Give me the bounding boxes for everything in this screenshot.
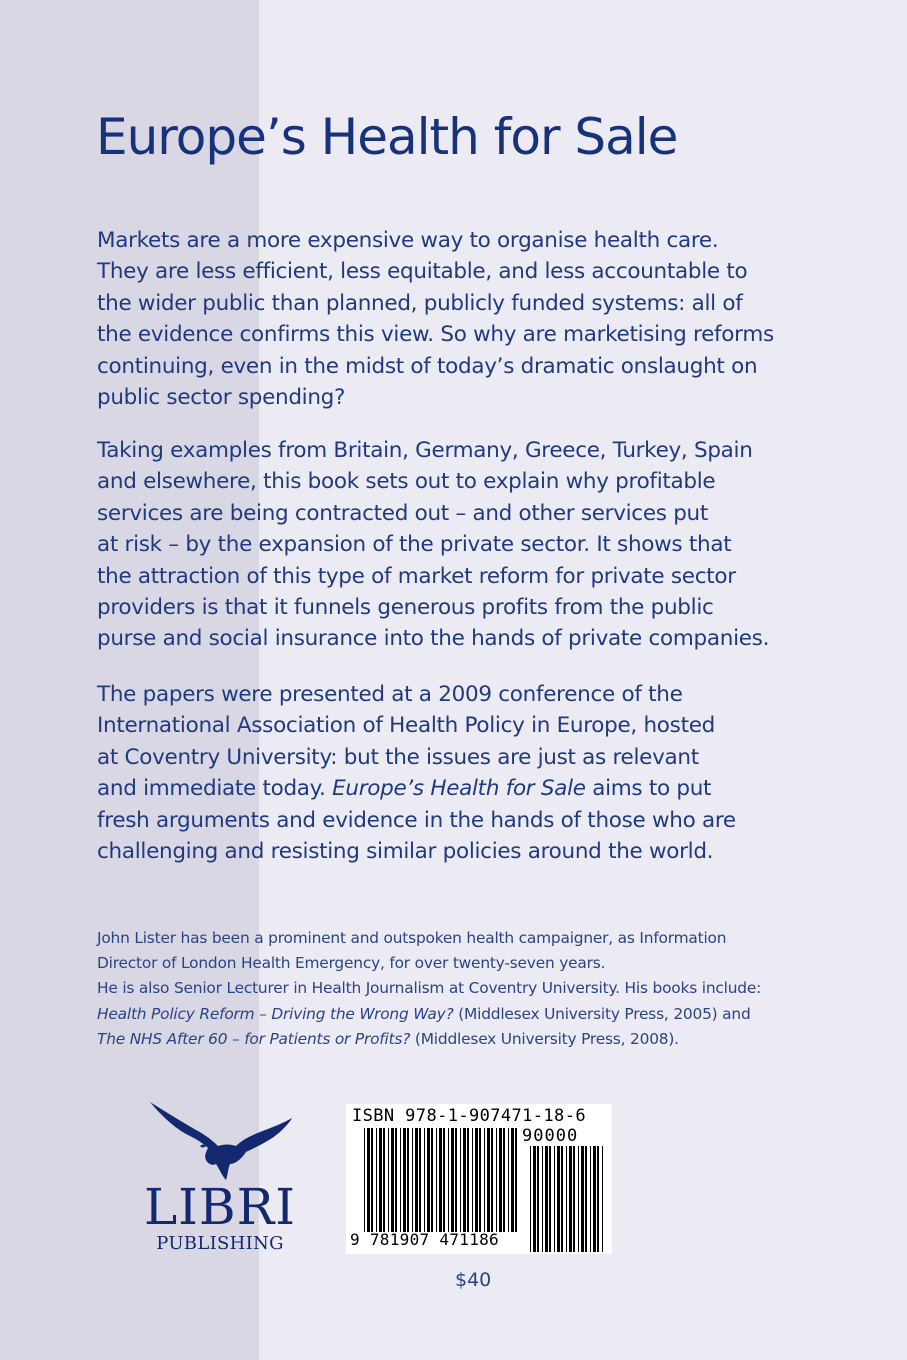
barcode-bar (451, 1128, 454, 1232)
blurb-line: the wider public than planned, publicly funded systems: all of (97, 290, 743, 316)
barcode-bar (585, 1146, 587, 1252)
barcode-bar (561, 1146, 563, 1252)
book-2-details: (Middlesex University Press, 2008). (410, 1029, 679, 1048)
barcode-bar (427, 1128, 430, 1232)
barcode-bar (367, 1128, 370, 1232)
barcode-bar (590, 1146, 591, 1252)
barcode-bar (581, 1146, 584, 1252)
bio-book-1 (97, 1002, 857, 1027)
blurb-line: The papers were presented at a 2009 conference of the (97, 682, 683, 707)
barcode-bar (407, 1128, 409, 1232)
barcode-bar (388, 1128, 389, 1232)
book-1-details: (Middlesex University Press, 2005) and (453, 1004, 751, 1023)
barcode-bar (566, 1146, 567, 1252)
blurb-line: at risk – by the expansion of the private sector. It shows that (97, 532, 732, 558)
barcode-bar (545, 1146, 548, 1252)
barcode-bar (376, 1128, 377, 1232)
barcode-bar (448, 1128, 449, 1232)
blurb-line: providers is that it funnels generous profits from the public (97, 595, 714, 621)
barcode-bar (602, 1146, 603, 1252)
barcode-bar (443, 1128, 445, 1232)
barcode-bar (597, 1146, 599, 1252)
barcode-bar (415, 1128, 418, 1232)
barcode-bar (424, 1128, 425, 1232)
barcode-bar (496, 1128, 497, 1232)
blurb-paragraph-3 (97, 679, 817, 867)
blurb-line: Taking examples from Britain, Germany, Greece, Turkey, Spain (97, 438, 753, 463)
barcode-bar (537, 1146, 539, 1252)
publisher-logo (140, 1100, 300, 1260)
barcode-bar (383, 1128, 385, 1232)
barcode-bar (503, 1128, 505, 1232)
bio-book-2 (97, 1027, 857, 1052)
barcode-digits: 9 781907 471186 (350, 1230, 499, 1249)
barcode-bar (412, 1128, 413, 1232)
blurb-line: International Association of Health Policy in Europe, hosted (97, 713, 715, 739)
barcode-bar (391, 1128, 394, 1232)
barcode-bar (463, 1128, 466, 1232)
barcode-bar (530, 1146, 531, 1252)
barcode-bar (593, 1146, 596, 1252)
barcode-bar (499, 1128, 502, 1232)
barcode-bar (573, 1146, 575, 1252)
barcode-bar (508, 1128, 509, 1232)
publisher-name: LIBRI (143, 1178, 297, 1236)
barcode-bar (549, 1146, 551, 1252)
eagle-icon (146, 1100, 296, 1182)
barcode-bar (379, 1128, 382, 1232)
book-title-italic: Europe’s Health for Sale (332, 776, 586, 802)
blurb-line: and elsewhere, this book sets out to explain why profitable (97, 469, 716, 495)
barcode-bar (400, 1128, 401, 1232)
blurb-line: the evidence confirms this view. So why are marketising reforms (97, 322, 774, 348)
isbn-barcode (346, 1104, 612, 1254)
barcode-bar (419, 1128, 421, 1232)
barcode-bar (557, 1146, 560, 1252)
blurb-line: the attraction of this type of market reform for private sector (97, 563, 736, 589)
book-2-title: The NHS After 60 – for Patients or Profits? (97, 1029, 411, 1048)
barcode-bar (554, 1146, 555, 1252)
blurb-line: at Coventry University: but the issues are just as relevant (97, 744, 699, 770)
barcode-bar (511, 1128, 514, 1232)
barcode-bar (436, 1128, 437, 1232)
barcode-bar (364, 1128, 365, 1232)
barcode-bar (515, 1128, 517, 1232)
bio-line: Director of London Health Emergency, for over twenty-seven years. (97, 954, 606, 973)
price: $40 (455, 1269, 492, 1291)
barcode-bar (533, 1146, 536, 1252)
blurb-line: challenging and resisting similar policies around the world. (97, 839, 714, 865)
blurb-paragraph-2 (97, 435, 817, 655)
barcode-bar (484, 1128, 485, 1232)
publisher-subtitle: PUBLISHING (156, 1233, 284, 1254)
blurb-text: and immediate today. (97, 776, 333, 802)
barcode-bar (371, 1128, 373, 1232)
price-code: 90000 (522, 1126, 579, 1146)
barcode-bar (439, 1128, 442, 1232)
book-1-title: Health Policy Reform – Driving the Wrong Way? (97, 1004, 454, 1023)
barcode-bar (395, 1128, 397, 1232)
isbn-number: ISBN 978-1-907471-18-6 (352, 1106, 586, 1126)
barcode-bar (479, 1128, 481, 1232)
barcode-bar (542, 1146, 543, 1252)
barcode-bar (475, 1128, 478, 1232)
blurb-line: fresh arguments and evidence in the hands of those who are (97, 807, 736, 833)
book-title: Europe’s Health for Sale (96, 108, 678, 166)
blurb-text: aims to put (585, 776, 712, 802)
barcode-bar (569, 1146, 572, 1252)
blurb-line: They are less efficient, less equitable, and less accountable to (97, 259, 748, 285)
barcode-bar (431, 1128, 433, 1232)
author-bio (97, 926, 857, 1052)
blurb-line: services are being contracted out – and other services put (97, 500, 708, 526)
barcode-bar (487, 1128, 490, 1232)
barcode-bar (467, 1128, 469, 1232)
blurb-line: continuing, even in the midst of today’s dramatic onslaught on (97, 353, 758, 379)
barcode-bar (455, 1128, 457, 1232)
bio-line: He is also Senior Lecturer in Health Journalism at Coventry University. His books include: (97, 979, 762, 998)
barcode-bar (578, 1146, 579, 1252)
blurb-line: public sector spending? (97, 385, 346, 411)
blurb-line: purse and social insurance into the hands of private companies. (97, 626, 770, 652)
barcode-bar (403, 1128, 406, 1232)
bio-line: John Lister has been a prominent and outspoken health campaigner, as Information (97, 929, 727, 947)
barcode-bar (460, 1128, 461, 1232)
barcode-bar (472, 1128, 473, 1232)
barcode-bar (491, 1128, 493, 1232)
blurb-paragraph-1 (97, 225, 817, 413)
blurb-line: Markets are a more expensive way to organise health care. (97, 228, 719, 253)
blurb-line-mixed (97, 773, 817, 804)
